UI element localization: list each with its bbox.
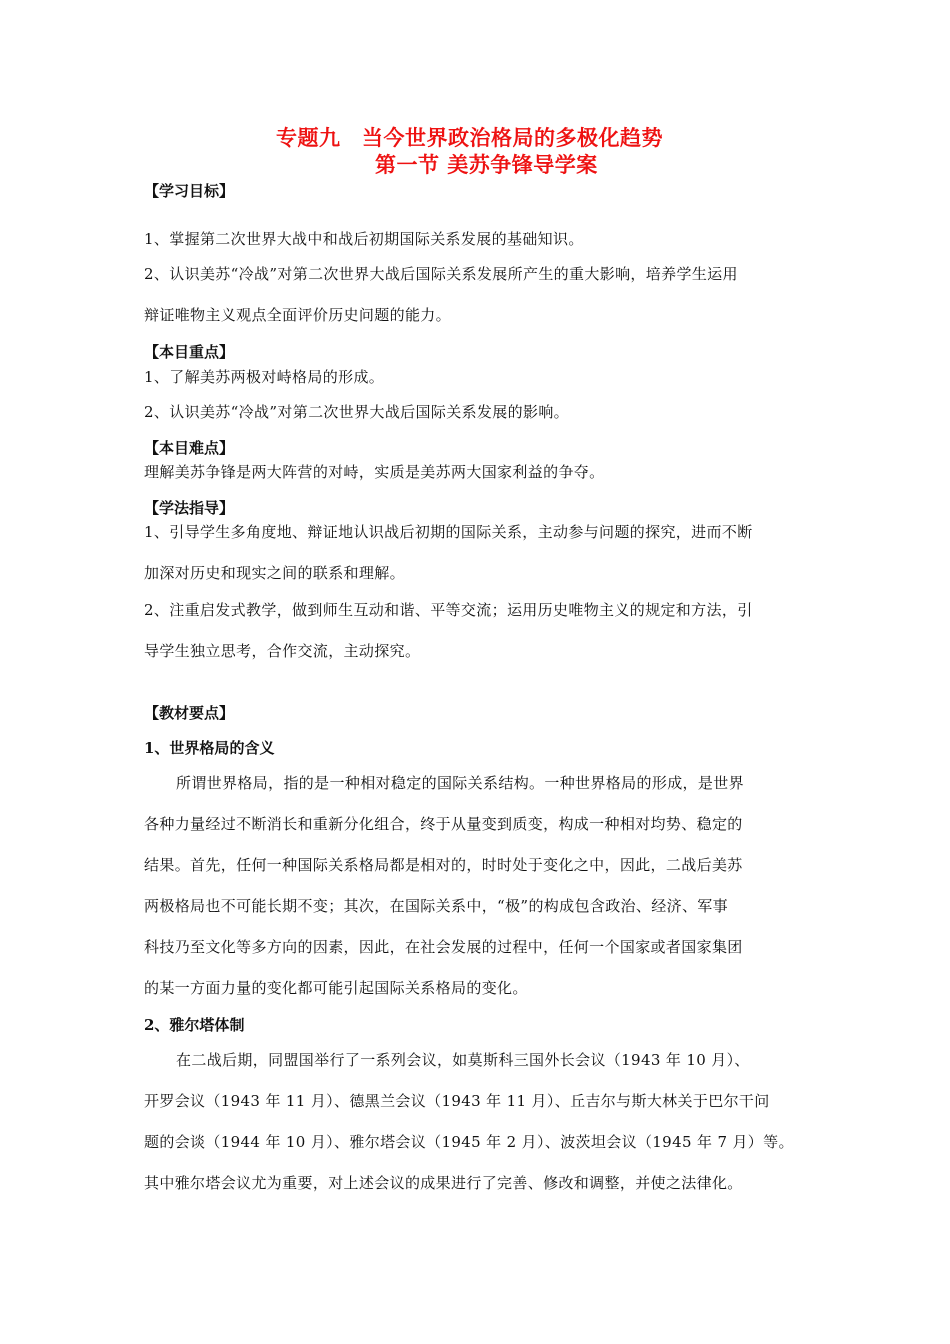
method-line-3: 2、注重启发式教学，做到师生互动和谐、平等交流；运用历史唯物主义的规定和方法，引 [144, 601, 753, 619]
objectives-heading: 【学习目标】 [144, 182, 235, 200]
section1-line-3: 结果。首先，任何一种国际关系格局都是相对的，时时处于变化之中，因此，二战后美苏 [144, 856, 743, 874]
section1-line-5: 科技乃至文化等多方向的因素，因此，在社会发展的过程中，任何一个国家或者国家集团 [144, 938, 743, 956]
section2-heading: 2、雅尔塔体制 [144, 1016, 245, 1034]
difficulties-heading: 【本目难点】 [144, 439, 235, 457]
keypoints-heading: 【本目重点】 [144, 343, 235, 361]
method-line-1: 1、引导学生多角度地、辩证地认识战后初期的国际关系，主动参与问题的探究，进而不断 [144, 523, 753, 541]
section2-line-3: 题的会谈（1944 年 10 月）、雅尔塔会议（1945 年 2 月）、波茨坦会议（1945 年 7 月）等。 [144, 1133, 794, 1151]
method-line-2: 加深对历史和现实之间的联系和理解。 [144, 564, 405, 582]
doc-title: 专题九 当今世界政治格局的多极化趋势 [276, 125, 663, 150]
method-heading: 【学法指导】 [144, 499, 235, 517]
doc-subtitle: 第一节 美苏争锋导学案 [375, 152, 598, 177]
method-line-4: 导学生独立思考，合作交流，主动探究。 [144, 642, 421, 660]
section1-line-1: 所谓世界格局，指的是一种相对稳定的国际关系结构。一种世界格局的形成，是世界 [176, 774, 744, 792]
objectives-line-3: 辩证唯物主义观点全面评价历史问题的能力。 [144, 306, 452, 324]
section1-line-2: 各种力量经过不断消长和重新分化组合，终于从量变到质变，构成一种相对均势、稳定的 [144, 815, 743, 833]
objectives-line-1: 1、掌握第二次世界大战中和战后初期国际关系发展的基础知识。 [144, 230, 584, 248]
section2-line-1: 在二战后期，同盟国举行了一系列会议，如莫斯科三国外长会议（1943 年 10 月）、 [176, 1051, 750, 1069]
keypoints-line-2: 2、认识美苏“冷战”对第二次世界大战后国际关系发展的影响。 [144, 403, 570, 421]
section1-line-4: 两极格局也不可能长期不变；其次，在国际关系中，“极”的构成包含政治、经济、军事 [144, 897, 728, 915]
objectives-line-2: 2、认识美苏“冷战”对第二次世界大战后国际关系发展所产生的重大影响，培养学生运用 [144, 265, 738, 283]
section1-heading: 1、世界格局的含义 [144, 739, 275, 757]
section2-line-2: 开罗会议（1943 年 11 月）、德黑兰会议（1943 年 11 月）、丘吉尔与斯大林关于巴尔干问 [144, 1092, 770, 1110]
section2-line-4: 其中雅尔塔会议尤为重要，对上述会议的成果进行了完善、修改和调整，并使之法律化。 [144, 1174, 743, 1192]
keypoints-line-1: 1、了解美苏两极对峙格局的形成。 [144, 368, 385, 386]
textbook-heading: 【教材要点】 [144, 704, 235, 722]
difficulties-line-1: 理解美苏争锋是两大阵营的对峙，实质是美苏两大国家利益的争夺。 [144, 463, 605, 481]
section1-line-6: 的某一方面力量的变化都可能引起国际关系格局的变化。 [144, 979, 528, 997]
